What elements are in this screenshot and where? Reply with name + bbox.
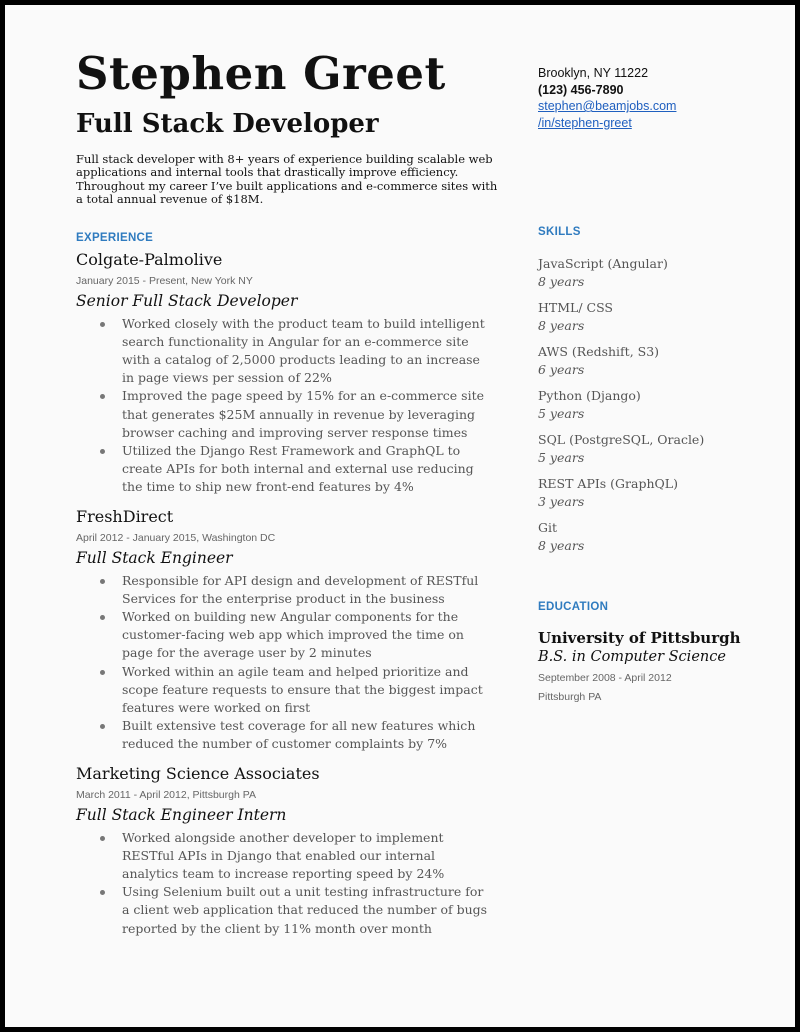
job-bullets xyxy=(76,572,506,754)
bullet-item xyxy=(122,663,494,718)
job-dates-location: April 2012 - January 2015, Washington DC xyxy=(76,531,276,544)
education-dates: September 2008 - April 2012 xyxy=(538,672,672,684)
skills-section xyxy=(538,226,778,555)
skill-name: HTML/ CSS xyxy=(538,300,613,315)
education-location: Pittsburgh PA xyxy=(538,691,602,703)
contact-phone: (123) 456-7890 xyxy=(538,82,624,97)
job-dates-location: January 2015 - Present, New York NY xyxy=(76,274,253,287)
job-title: Senior Full Stack Developer xyxy=(76,291,298,310)
skill-years: 6 years xyxy=(538,362,585,377)
summary: Full stack developer with 8+ years of experience building scalable web applications and internal tools that drastically improve efficiency. Throughout my career I’ve built applications and e-commerce sites with a total annual revenue of $18M. xyxy=(76,151,498,206)
contact-block xyxy=(538,65,778,131)
skill-item xyxy=(538,299,778,335)
bullet-item xyxy=(122,883,494,938)
job-title: Full Stack Engineer Intern xyxy=(76,805,287,824)
skill-item xyxy=(538,431,778,467)
candidate-name: Stephen Greet xyxy=(76,47,446,100)
education-section xyxy=(538,601,778,707)
bullet-item xyxy=(122,387,494,442)
bullet-dot xyxy=(100,579,105,584)
skill-name: AWS (Redshift, S3) xyxy=(538,344,660,359)
bullet-item xyxy=(122,442,494,497)
bullet-dot xyxy=(100,724,105,729)
job-title: Full Stack Engineer xyxy=(76,548,233,567)
job-role-title: Full Stack Developer xyxy=(76,108,379,139)
bullet-item xyxy=(122,572,494,608)
bullet-text: Responsible for API design and development of RESTful Services for the enterprise product in the business xyxy=(122,572,479,606)
skill-item xyxy=(538,387,778,423)
bullet-text: Using Selenium built out a unit testing infrastructure for a client web application that reduced the number of bugs reported by the client by 11% month over month xyxy=(122,884,488,936)
skill-name: Git xyxy=(538,520,558,535)
job-entry xyxy=(76,764,506,938)
degree: B.S. in Computer Science xyxy=(538,649,726,665)
job-entry xyxy=(76,250,506,497)
education-heading: EDUCATION xyxy=(538,601,609,613)
company-name: Colgate-Palmolive xyxy=(76,249,223,269)
skill-name: Python (Django) xyxy=(538,388,641,403)
bullet-item xyxy=(122,829,494,884)
experience-section xyxy=(76,232,506,938)
bullet-dot xyxy=(100,449,105,454)
bullet-text: Worked alongside another developer to implement RESTful APIs in Django that enabled our internal analytics team to increase reporting speed by 24% xyxy=(122,829,445,881)
skill-years: 8 years xyxy=(538,538,585,553)
job-entry xyxy=(76,507,506,754)
right-column xyxy=(538,65,778,707)
company-name: Marketing Science Associates xyxy=(76,763,320,783)
skill-item xyxy=(538,519,778,555)
company-name: FreshDirect xyxy=(76,506,174,526)
skill-item xyxy=(538,343,778,379)
bullet-item xyxy=(122,608,494,663)
linkedin-link[interactable]: /in/stephen-greet xyxy=(538,115,632,130)
skill-item xyxy=(538,255,778,291)
skill-name: SQL (PostgreSQL, Oracle) xyxy=(538,432,705,447)
school-name: University of Pittsburgh xyxy=(538,629,741,647)
bullet-text: Worked on building new Angular components for the customer-facing web app which improved the time on page for the average user by 2 minutes xyxy=(122,608,464,661)
bullet-dot xyxy=(100,836,105,841)
contact-location: Brooklyn, NY 11222 xyxy=(538,66,649,80)
skills-list xyxy=(538,255,778,555)
skill-name: JavaScript (Angular) xyxy=(538,256,668,271)
bullet-item xyxy=(122,717,494,753)
skill-years: 5 years xyxy=(538,406,585,421)
experience-heading: EXPERIENCE xyxy=(76,231,154,244)
skill-item xyxy=(538,475,778,511)
skill-years: 8 years xyxy=(538,274,585,289)
left-column xyxy=(76,49,506,938)
bullet-text: Worked closely with the product team to build intelligent search functionality in Angular for an e-commerce site with a catalog of 2,5000 products leading to an increase in page views per session of 22% xyxy=(122,315,485,386)
bullet-item xyxy=(122,315,494,388)
job-dates-location: March 2011 - April 2012, Pittsburgh PA xyxy=(76,788,256,801)
bullet-dot xyxy=(100,322,105,327)
skills-heading: SKILLS xyxy=(538,226,581,238)
bullet-dot xyxy=(100,670,105,675)
job-bullets xyxy=(76,829,506,938)
bullet-dot xyxy=(100,394,105,399)
skill-name: REST APIs (GraphQL) xyxy=(538,476,678,491)
skill-years: 8 years xyxy=(538,318,585,333)
skill-years: 3 years xyxy=(538,494,585,509)
bullet-text: Built extensive test coverage for all new features which reduced the number of customer complaints by 7% xyxy=(122,718,476,752)
job-bullets xyxy=(76,315,506,497)
bullet-text: Improved the page speed by 15% for an e-commerce site that generates $25M annually in revenue by leveraging browser caching and improving server response times xyxy=(122,388,484,440)
email-link[interactable]: stephen@beamjobs.com xyxy=(538,99,677,113)
skill-years: 5 years xyxy=(538,450,585,465)
bullet-dot xyxy=(100,890,105,895)
bullet-text: Utilized the Django Rest Framework and GraphQL to create APIs for both internal and external use reducing the time to ship new front-end features by 4% xyxy=(122,442,474,495)
bullet-dot xyxy=(100,615,105,620)
bullet-text: Worked within an agile team and helped prioritize and scope feature requests to ensure that the biggest impact features were worked on first xyxy=(122,663,483,715)
